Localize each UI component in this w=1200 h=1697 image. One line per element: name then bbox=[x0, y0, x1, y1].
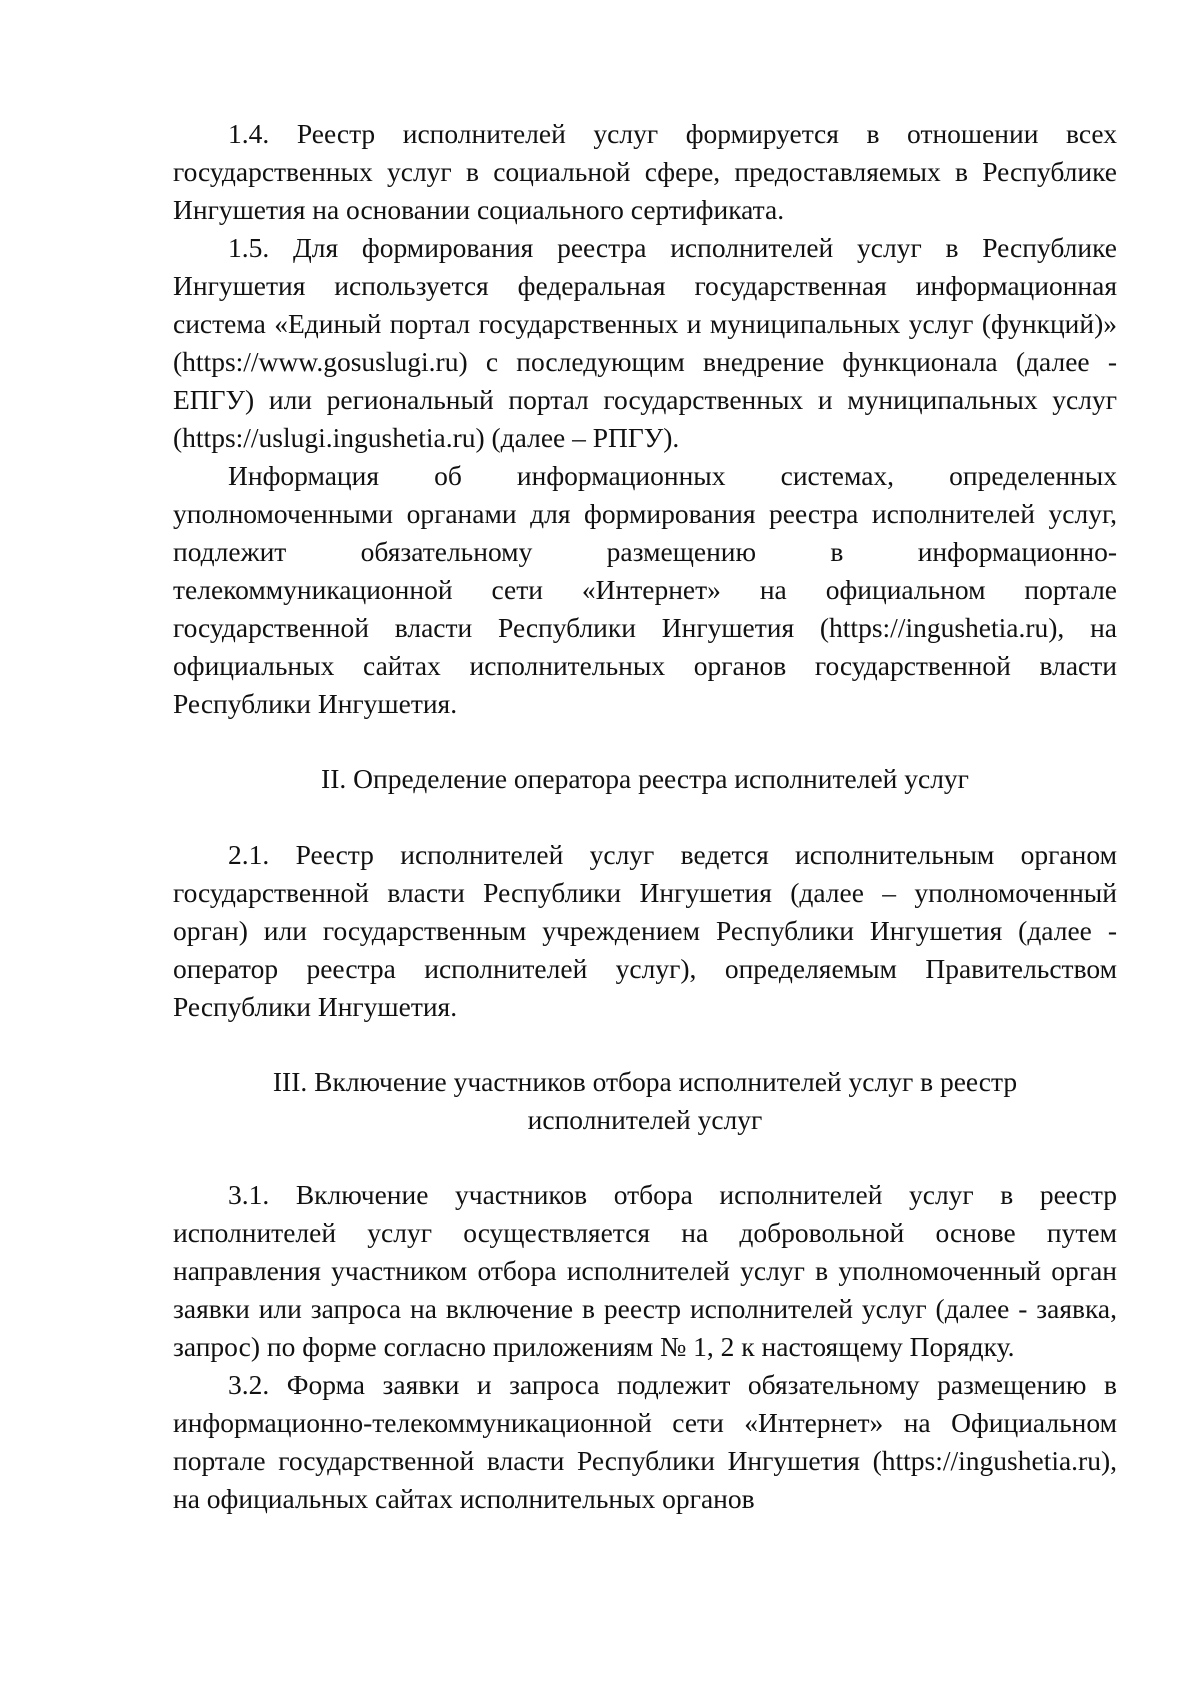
spacer bbox=[173, 1139, 1117, 1176]
section-2-heading: II. Определение оператора реестра исполнителей услуг bbox=[321, 763, 969, 794]
spacer bbox=[173, 1026, 1117, 1063]
paragraph-1-5: 1.5. Для формирования реестра исполнителей услуг в Республике Ингушетия используется федеральная государственная информационная система «Единый портал государственных и муниципальных услуг (функций)» (https://www.gosuslugi.ru) с последующим внедрение функционала (далее - ЕПГУ) или региональный портал государственных и муниципальных услуг (https://uslugi.ingushetia.ru) (далее – РПГУ). bbox=[173, 232, 1117, 453]
section-3-heading-line-2: исполнителей услуг bbox=[527, 1104, 763, 1135]
spacer bbox=[173, 798, 1117, 836]
section-3-heading-line-1: III. Включение участников отбора исполнителей услуг в реестр bbox=[272, 1066, 1018, 1097]
paragraph-1-4: 1.4. Реестр исполнителей услуг формируется в отношении всех государственных услуг в социальной сфере, предоставляемых в Республике Ингушетия на основании социального сертификата. bbox=[173, 118, 1117, 225]
spacer bbox=[173, 723, 1117, 760]
paragraph-2-1: 2.1. Реестр исполнителей услуг ведется исполнительным органом государственной власти Республики Ингушетия (далее – уполномоченный орган) или государственным учреждением Республики Ингушетия (далее - оператор реестра исполнителей услуг), определяемым Правительством Республики Ингушетия. bbox=[173, 839, 1117, 1022]
document-body bbox=[173, 115, 1117, 1518]
paragraph-3-1: 3.1. Включение участников отбора исполнителей услуг в реестр исполнителей услуг осуществляется на добровольной основе путем направления участником отбора исполнителей услуг в уполномоченный орган заявки или запроса на включение в реестр исполнителей услуг (далее - заявка, запрос) по форме согласно приложениям № 1, 2 к настоящему Порядку. bbox=[173, 1179, 1117, 1362]
paragraph-3-2: 3.2. Форма заявки и запроса подлежит обязательному размещению в информационно-телекоммуникационной сети «Интернет» на Официальном портале государственной власти Республики Ингушетия (https://ingushetia.ru), на официальных сайтах исполнительных органов bbox=[173, 1369, 1117, 1514]
paragraph-information-systems: Информация об информационных системах, определенных уполномоченными органами для формирования реестра исполнителей услуг, подлежит обязательному размещению в информационно-телекоммуникационной сети «Интернет» на официальном портале государственной власти Республики Ингушетия (https://ingushetia.ru), на официальных сайтах исполнительных органов государственной власти Республики Ингушетия. bbox=[173, 460, 1117, 719]
